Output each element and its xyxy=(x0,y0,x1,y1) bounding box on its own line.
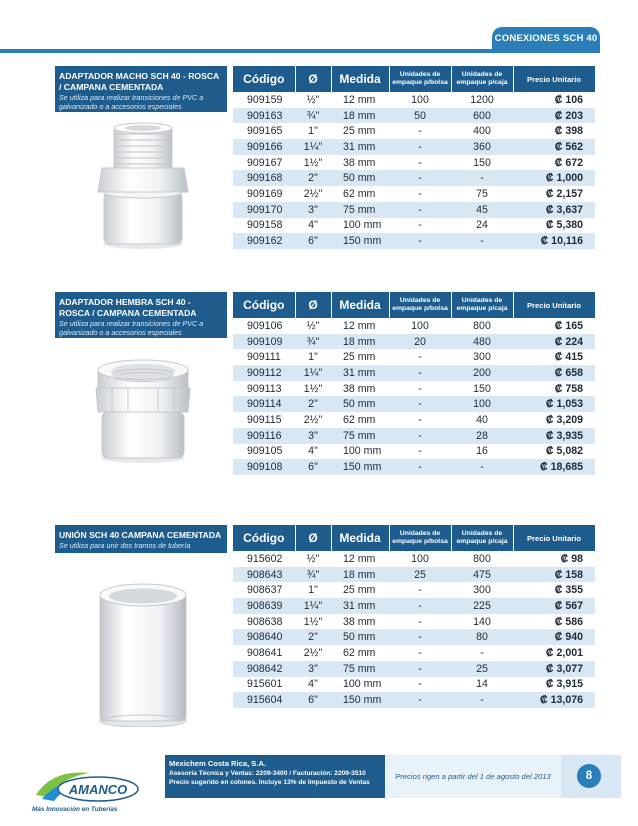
cell-price: ₡ 13,076 xyxy=(513,692,595,708)
cell-bag-units: - xyxy=(389,428,451,444)
cell-bag-units: - xyxy=(389,645,451,661)
cell-bag-units: - xyxy=(389,582,451,598)
table-row xyxy=(233,381,595,397)
cell-box-units: - xyxy=(451,170,513,186)
cell-code: 909170 xyxy=(233,202,295,218)
tax-note: Precio sugerido en colones. Incluye 13% de Impuesto de Ventas xyxy=(169,779,370,786)
cell-box-units: 28 xyxy=(451,428,513,444)
cell-size: 62 mm xyxy=(331,645,389,661)
price-table-hembra xyxy=(233,292,596,475)
cell-size: 50 mm xyxy=(331,629,389,645)
cell-box-units: 40 xyxy=(451,412,513,428)
cell-size: 31 mm xyxy=(331,139,389,155)
table-header-row xyxy=(233,66,595,92)
product-name: ADAPTADOR HEMBRA SCH 40 - ROSCA / CAMPANA CEMENTADA xyxy=(59,297,197,318)
cell-code: 909112 xyxy=(233,365,295,381)
col-box-units: Unidades de empaque p/caja xyxy=(451,525,513,551)
cell-diameter: 1¼" xyxy=(295,598,331,614)
table-row xyxy=(233,412,595,428)
cell-price: ₡ 5,082 xyxy=(513,444,595,460)
cell-diameter: ½" xyxy=(295,92,331,108)
table-row xyxy=(233,318,595,334)
cell-price: ₡ 758 xyxy=(513,381,595,397)
col-unit-price: Precio Unitario xyxy=(513,66,595,92)
footer-contact xyxy=(165,755,385,798)
cell-code: 909158 xyxy=(233,218,295,234)
cell-size: 31 mm xyxy=(331,598,389,614)
col-size: Medida xyxy=(331,66,389,92)
cell-diameter: ¾" xyxy=(295,567,331,583)
cell-box-units: 14 xyxy=(451,677,513,693)
footer xyxy=(0,755,638,826)
top-band xyxy=(0,0,638,24)
cell-code: 908642 xyxy=(233,661,295,677)
cell-bag-units: - xyxy=(389,381,451,397)
cell-bag-units: - xyxy=(389,598,451,614)
amanco-logo-icon xyxy=(32,765,142,805)
col-unit-price: Precio Unitario xyxy=(513,292,595,318)
cell-price: ₡ 5,380 xyxy=(513,218,595,234)
cell-bag-units: - xyxy=(389,170,451,186)
col-box-units: Unidades de empaque p/caja xyxy=(451,66,513,92)
cell-diameter: 3" xyxy=(295,202,331,218)
product-name: ADAPTADOR MACHO SCH 40 - ROSCA / CAMPANA CEMENTADA xyxy=(59,71,219,92)
cell-diameter: 2" xyxy=(295,396,331,412)
cell-box-units: 225 xyxy=(451,598,513,614)
female-adapter-image xyxy=(88,354,198,464)
cell-code: 909113 xyxy=(233,381,295,397)
product-header xyxy=(55,292,227,338)
table-row xyxy=(233,123,595,139)
cell-diameter: 4" xyxy=(295,677,331,693)
cell-diameter: 4" xyxy=(295,218,331,234)
product-description: Se utiliza para realizar transiciones de PVC a galvanizado o a accesorios especiales xyxy=(59,319,204,337)
cell-price: ₡ 18,685 xyxy=(513,459,595,475)
cell-box-units: 24 xyxy=(451,218,513,234)
cell-bag-units: 25 xyxy=(389,567,451,583)
table-row xyxy=(233,677,595,693)
col-bag-units: Unidades de empaque p/bolsa xyxy=(389,66,451,92)
cell-price: ₡ 3,637 xyxy=(513,202,595,218)
brand-name: AMANCO xyxy=(68,782,128,797)
cell-diameter: ½" xyxy=(295,551,331,567)
cell-size: 12 mm xyxy=(331,92,389,108)
product-name: UNIÓN SCH 40 CAMPANA CEMENTADA xyxy=(59,530,222,540)
cell-box-units: 600 xyxy=(451,108,513,124)
cell-code: 909168 xyxy=(233,170,295,186)
cell-diameter: 3" xyxy=(295,661,331,677)
cell-size: 62 mm xyxy=(331,412,389,428)
cell-size: 38 mm xyxy=(331,155,389,171)
col-diameter: Ø xyxy=(295,525,331,551)
cell-size: 100 mm xyxy=(331,218,389,234)
cell-price: ₡ 3,077 xyxy=(513,661,595,677)
cell-size: 150 mm xyxy=(331,459,389,475)
cell-diameter: 6" xyxy=(295,233,331,249)
cell-diameter: ¾" xyxy=(295,108,331,124)
cell-bag-units: - xyxy=(389,614,451,630)
cell-box-units: 800 xyxy=(451,318,513,334)
cell-bag-units: - xyxy=(389,677,451,693)
table-row xyxy=(233,139,595,155)
cell-code: 909106 xyxy=(233,318,295,334)
cell-bag-units: 50 xyxy=(389,108,451,124)
contact-phones: Asesoría Técnica y Ventas: 2209-3400 / Facturación: 2209-3510 xyxy=(169,770,366,777)
table-row xyxy=(233,598,595,614)
cell-diameter: 2" xyxy=(295,629,331,645)
cell-box-units: 45 xyxy=(451,202,513,218)
validity-text: Precios rigen a partir del 1 de agosto del 2013 xyxy=(395,772,551,781)
product-header xyxy=(55,66,227,112)
cell-box-units: 360 xyxy=(451,139,513,155)
cell-bag-units: - xyxy=(389,412,451,428)
cell-box-units: 150 xyxy=(451,155,513,171)
cell-price: ₡ 10,116 xyxy=(513,233,595,249)
cell-diameter: 3" xyxy=(295,428,331,444)
table-row xyxy=(233,567,595,583)
product-description: Se utiliza para unir dos tramos de tubería xyxy=(59,541,191,550)
cell-box-units: 16 xyxy=(451,444,513,460)
brand-tagline: Más Innovación en Tuberías xyxy=(32,806,118,813)
cell-price: ₡ 355 xyxy=(513,582,595,598)
cell-size: 18 mm xyxy=(331,334,389,350)
table-row xyxy=(233,92,595,108)
cell-size: 12 mm xyxy=(331,551,389,567)
category-tab: CONEXIONES SCH 40 xyxy=(492,27,600,49)
cell-size: 25 mm xyxy=(331,582,389,598)
cell-box-units: 75 xyxy=(451,186,513,202)
table-header-row xyxy=(233,525,595,551)
table-row xyxy=(233,170,595,186)
cell-size: 75 mm xyxy=(331,661,389,677)
cell-price: ₡ 940 xyxy=(513,629,595,645)
cell-diameter: 1½" xyxy=(295,614,331,630)
cell-price: ₡ 98 xyxy=(513,551,595,567)
cell-code: 909114 xyxy=(233,396,295,412)
coupling-image xyxy=(88,577,198,727)
cell-bag-units: 100 xyxy=(389,318,451,334)
company-name: Mexichem Costa Rica, S.A. xyxy=(169,759,267,768)
cell-code: 908637 xyxy=(233,582,295,598)
table-row xyxy=(233,349,595,365)
cell-bag-units: - xyxy=(389,218,451,234)
cell-code: 915604 xyxy=(233,692,295,708)
col-size: Medida xyxy=(331,525,389,551)
cell-bag-units: 100 xyxy=(389,551,451,567)
cell-bag-units: - xyxy=(389,444,451,460)
cell-price: ₡ 1,053 xyxy=(513,396,595,412)
col-diameter: Ø xyxy=(295,292,331,318)
cell-size: 25 mm xyxy=(331,349,389,365)
cell-size: 50 mm xyxy=(331,396,389,412)
cell-bag-units: - xyxy=(389,155,451,171)
cell-bag-units: - xyxy=(389,629,451,645)
cell-bag-units: 20 xyxy=(389,334,451,350)
category-rule xyxy=(0,49,600,53)
cell-size: 31 mm xyxy=(331,365,389,381)
cell-code: 908641 xyxy=(233,645,295,661)
table-row xyxy=(233,629,595,645)
cell-box-units: 800 xyxy=(451,551,513,567)
cell-box-units: 140 xyxy=(451,614,513,630)
col-size: Medida xyxy=(331,292,389,318)
cell-box-units: 400 xyxy=(451,123,513,139)
cell-code: 915602 xyxy=(233,551,295,567)
cell-size: 75 mm xyxy=(331,202,389,218)
cell-code: 909105 xyxy=(233,444,295,460)
cell-price: ₡ 1,000 xyxy=(513,170,595,186)
cell-diameter: 1" xyxy=(295,123,331,139)
footer-validity xyxy=(385,755,561,798)
table-row xyxy=(233,202,595,218)
col-code: Código xyxy=(233,66,295,92)
cell-diameter: 6" xyxy=(295,692,331,708)
cell-diameter: ¾" xyxy=(295,334,331,350)
cell-code: 909115 xyxy=(233,412,295,428)
product-description: Se utiliza para realizar transiciones de PVC a galvanizado o a accesorios especiales xyxy=(59,93,204,111)
page-number: 8 xyxy=(577,764,601,788)
cell-diameter: 1½" xyxy=(295,155,331,171)
col-diameter: Ø xyxy=(295,66,331,92)
cell-size: 100 mm xyxy=(331,677,389,693)
cell-price: ₡ 415 xyxy=(513,349,595,365)
cell-box-units: 480 xyxy=(451,334,513,350)
cell-code: 908640 xyxy=(233,629,295,645)
cell-bag-units: - xyxy=(389,661,451,677)
product-header xyxy=(55,525,227,553)
table-row xyxy=(233,155,595,171)
cell-code: 915601 xyxy=(233,677,295,693)
cell-diameter: 2½" xyxy=(295,186,331,202)
cell-bag-units: - xyxy=(389,396,451,412)
cell-code: 909108 xyxy=(233,459,295,475)
cell-box-units: 300 xyxy=(451,582,513,598)
cell-bag-units: - xyxy=(389,233,451,249)
cell-code: 909167 xyxy=(233,155,295,171)
price-table-macho xyxy=(233,66,596,249)
cell-box-units: 475 xyxy=(451,567,513,583)
cell-price: ₡ 567 xyxy=(513,598,595,614)
cell-price: ₡ 586 xyxy=(513,614,595,630)
table-row xyxy=(233,444,595,460)
cell-box-units: 100 xyxy=(451,396,513,412)
cell-bag-units: - xyxy=(389,186,451,202)
col-box-units: Unidades de empaque p/caja xyxy=(451,292,513,318)
cell-bag-units: - xyxy=(389,349,451,365)
col-code: Código xyxy=(233,292,295,318)
cell-box-units: - xyxy=(451,233,513,249)
cell-box-units: 300 xyxy=(451,349,513,365)
col-unit-price: Precio Unitario xyxy=(513,525,595,551)
cell-size: 150 mm xyxy=(331,233,389,249)
cell-price: ₡ 658 xyxy=(513,365,595,381)
table-row xyxy=(233,551,595,567)
cell-size: 75 mm xyxy=(331,428,389,444)
cell-price: ₡ 2,157 xyxy=(513,186,595,202)
cell-size: 150 mm xyxy=(331,692,389,708)
table-row xyxy=(233,692,595,708)
cell-code: 909166 xyxy=(233,139,295,155)
cell-diameter: 1¼" xyxy=(295,139,331,155)
table-row xyxy=(233,108,595,124)
table-row xyxy=(233,218,595,234)
cell-diameter: 1½" xyxy=(295,381,331,397)
cell-diameter: 2½" xyxy=(295,412,331,428)
cell-price: ₡ 562 xyxy=(513,139,595,155)
cell-code: 908639 xyxy=(233,598,295,614)
cell-bag-units: - xyxy=(389,459,451,475)
table-header-row xyxy=(233,292,595,318)
cell-size: 25 mm xyxy=(331,123,389,139)
table-row xyxy=(233,186,595,202)
cell-bag-units: - xyxy=(389,202,451,218)
cell-price: ₡ 3,915 xyxy=(513,677,595,693)
male-adapter-image xyxy=(88,120,198,250)
cell-size: 12 mm xyxy=(331,318,389,334)
cell-price: ₡ 203 xyxy=(513,108,595,124)
col-code: Código xyxy=(233,525,295,551)
table-row xyxy=(233,661,595,677)
cell-code: 909162 xyxy=(233,233,295,249)
cell-size: 100 mm xyxy=(331,444,389,460)
col-bag-units: Unidades de empaque p/bolsa xyxy=(389,525,451,551)
cell-box-units: 80 xyxy=(451,629,513,645)
cell-box-units: - xyxy=(451,692,513,708)
cell-diameter: 1" xyxy=(295,349,331,365)
cell-diameter: 1" xyxy=(295,582,331,598)
cell-code: 908643 xyxy=(233,567,295,583)
cell-code: 909111 xyxy=(233,349,295,365)
price-table-union xyxy=(233,525,596,708)
cell-price: ₡ 158 xyxy=(513,567,595,583)
cell-diameter: 2" xyxy=(295,170,331,186)
cell-diameter: 6" xyxy=(295,459,331,475)
cell-code: 909169 xyxy=(233,186,295,202)
cell-bag-units: - xyxy=(389,123,451,139)
cell-code: 909159 xyxy=(233,92,295,108)
table-row xyxy=(233,428,595,444)
cell-box-units: - xyxy=(451,645,513,661)
cell-diameter: 1¼" xyxy=(295,365,331,381)
cell-bag-units: - xyxy=(389,365,451,381)
cell-diameter: 4" xyxy=(295,444,331,460)
cell-code: 909109 xyxy=(233,334,295,350)
cell-bag-units: - xyxy=(389,139,451,155)
cell-price: ₡ 224 xyxy=(513,334,595,350)
cell-size: 18 mm xyxy=(331,567,389,583)
cell-code: 909163 xyxy=(233,108,295,124)
cell-diameter: ½" xyxy=(295,318,331,334)
cell-price: ₡ 106 xyxy=(513,92,595,108)
table-row xyxy=(233,645,595,661)
cell-code: 908638 xyxy=(233,614,295,630)
cell-box-units: 150 xyxy=(451,381,513,397)
cell-box-units: 1200 xyxy=(451,92,513,108)
cell-price: ₡ 672 xyxy=(513,155,595,171)
table-row xyxy=(233,365,595,381)
cell-box-units: 200 xyxy=(451,365,513,381)
cell-box-units: - xyxy=(451,459,513,475)
cell-code: 909165 xyxy=(233,123,295,139)
cell-size: 50 mm xyxy=(331,170,389,186)
cell-code: 909116 xyxy=(233,428,295,444)
col-bag-units: Unidades de empaque p/bolsa xyxy=(389,292,451,318)
cell-diameter: 2½" xyxy=(295,645,331,661)
table-row xyxy=(233,334,595,350)
cell-size: 38 mm xyxy=(331,381,389,397)
cell-price: ₡ 3,935 xyxy=(513,428,595,444)
cell-bag-units: - xyxy=(389,692,451,708)
table-row xyxy=(233,459,595,475)
cell-size: 38 mm xyxy=(331,614,389,630)
cell-size: 62 mm xyxy=(331,186,389,202)
cell-size: 18 mm xyxy=(331,108,389,124)
table-row xyxy=(233,396,595,412)
cell-price: ₡ 398 xyxy=(513,123,595,139)
cell-price: ₡ 3,209 xyxy=(513,412,595,428)
table-row xyxy=(233,233,595,249)
table-row xyxy=(233,614,595,630)
cell-price: ₡ 165 xyxy=(513,318,595,334)
cell-bag-units: 100 xyxy=(389,92,451,108)
table-row xyxy=(233,582,595,598)
cell-box-units: 25 xyxy=(451,661,513,677)
cell-price: ₡ 2,001 xyxy=(513,645,595,661)
